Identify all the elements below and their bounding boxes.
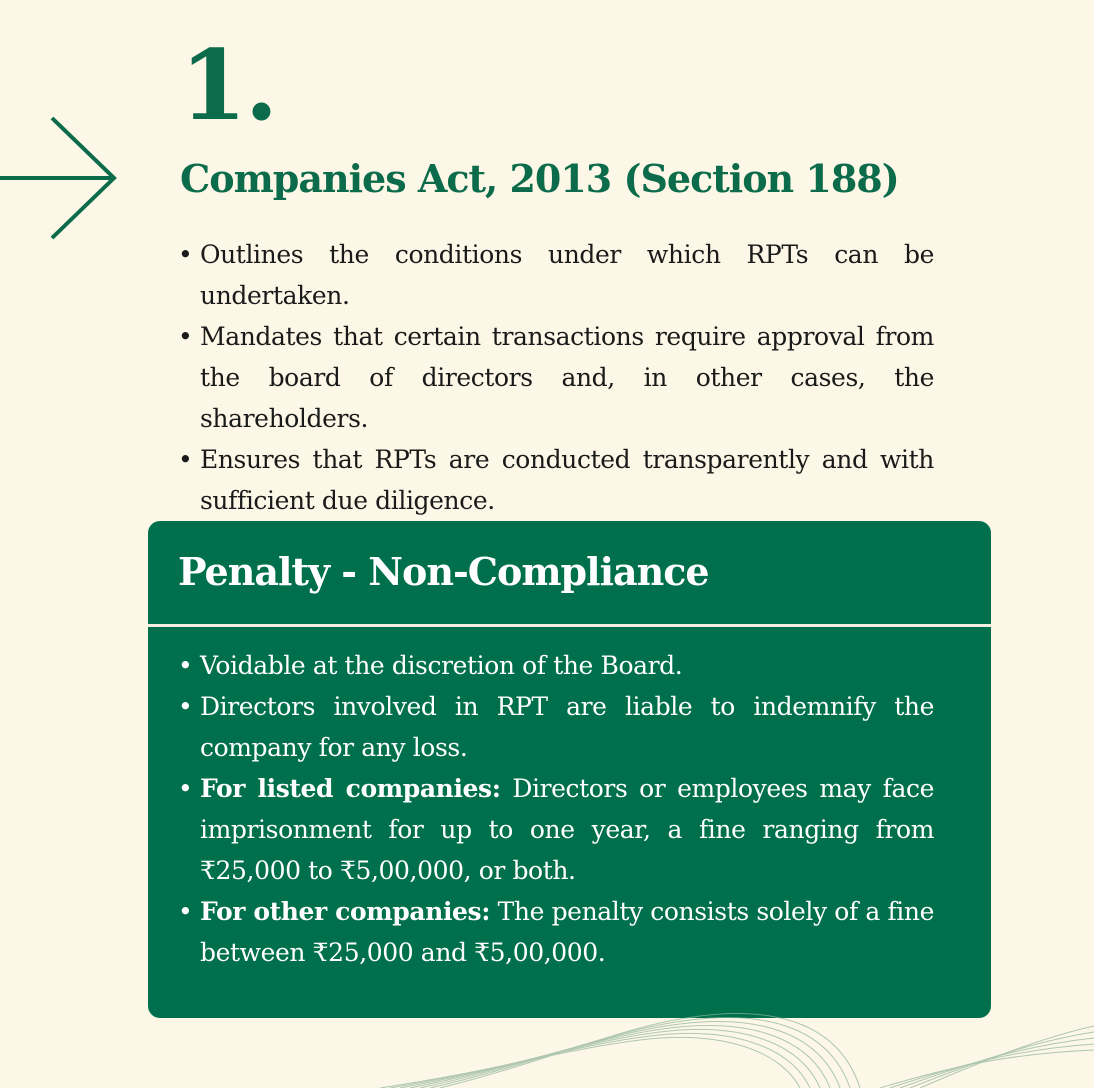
list-item: • Voidable at the discretion of the Board. (178, 645, 934, 686)
decorative-waves (380, 1010, 1094, 1088)
list-item: • Directors involved in RPT are liable to indemnify the company for any loss. (178, 686, 934, 768)
list-item: • For other companies: The penalty consists solely of a fine between ₹25,000 and ₹5,00,000. (178, 891, 934, 973)
list-item: • Outlines the conditions under which RPTs can be undertaken. (178, 234, 934, 316)
section-points-list (178, 234, 934, 521)
list-item-lead: For other companies: (200, 897, 491, 926)
list-item: • For listed companies: Directors or employees may face imprisonment for up to one year, a fine ranging from ₹25,000 to ₹5,00,000, or both. (178, 768, 934, 891)
list-item: • Mandates that certain transactions require approval from the board of directors and, in other cases, the shareholders. (178, 316, 934, 439)
section-title: Companies Act, 2013 (Section 188) (180, 156, 899, 201)
list-item: • Ensures that RPTs are conducted transparently and with sufficient due diligence. (178, 439, 934, 521)
divider (148, 624, 991, 627)
arrow-right-icon (0, 112, 120, 242)
penalty-title: Penalty - Non-Compliance (178, 549, 709, 594)
list-item-lead: For listed companies: (200, 774, 501, 803)
penalty-list (178, 645, 934, 973)
penalty-panel (148, 521, 991, 1018)
section-number: 1. (180, 29, 277, 142)
